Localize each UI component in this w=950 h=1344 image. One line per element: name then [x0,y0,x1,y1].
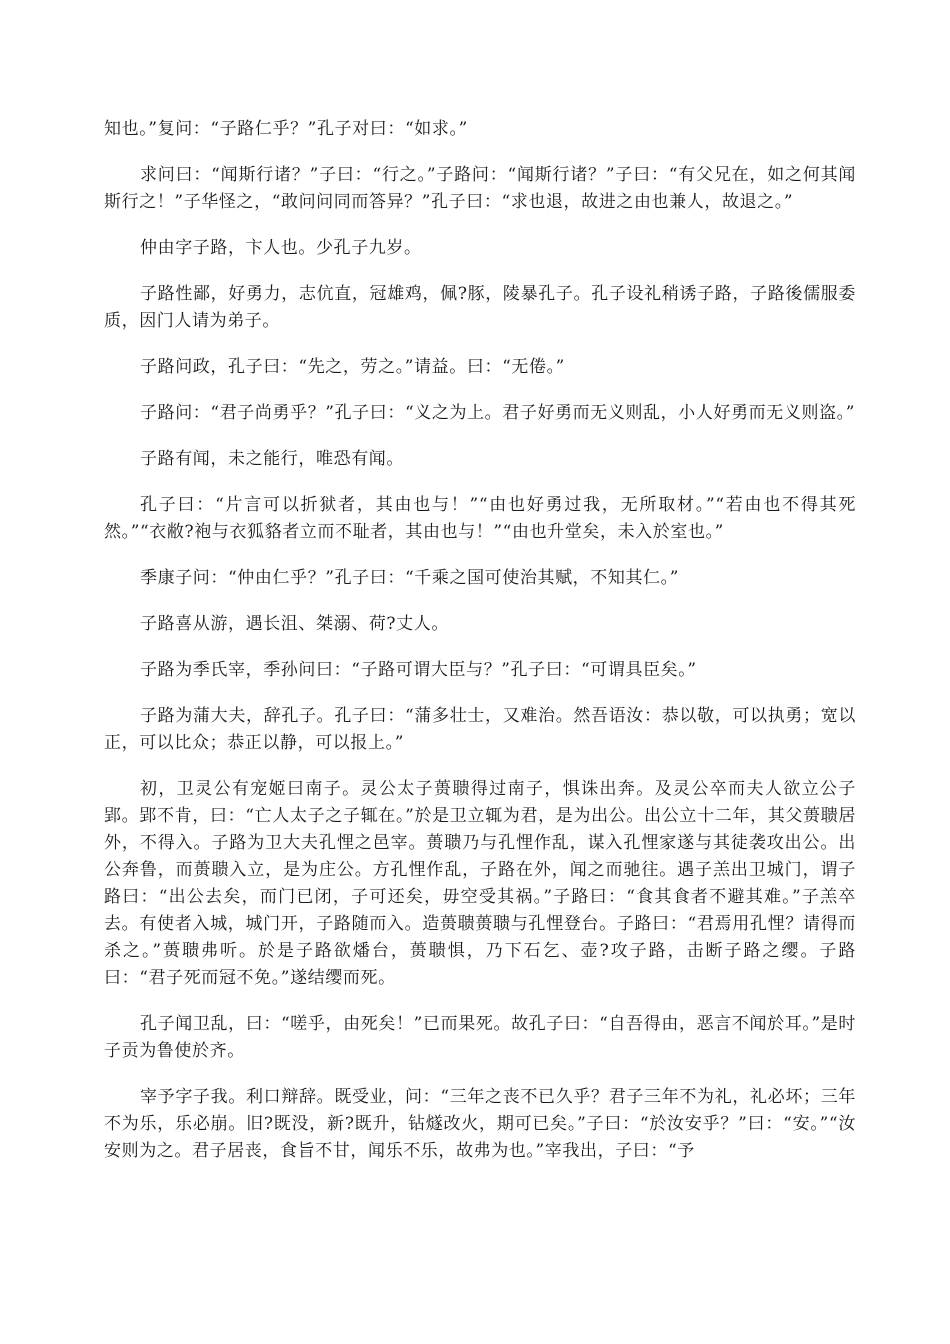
paragraph: 孔子曰：“片言可以折狱者，其由也与！”“由也好勇过我，无所取材。”“若由也不得其死然。”“衣敝?袍与衣狐貉者立而不耻者，其由也与！”“由也升堂矣，未入於室也。” [104,495,856,542]
document-page [104,116,856,1184]
paragraph: 子路问政，孔子曰：“先之，劳之。”请益。曰：“无倦。” [140,357,565,377]
paragraph: 仲由字子路，卞人也。少孔子九岁。 [140,238,422,258]
paragraph: 求问曰：“闻斯行诸？”子曰：“行之。”子路问：“闻斯行诸？”子曰：“有父兄在，如之何其闻斯行之！”子华怪之，“敢问问同而答异？”孔子曰：“求也退，故进之由也兼人，故退之。” [104,165,856,212]
paragraph: 季康子问：“仲由仁乎？”孔子曰：“千乘之国可使治其赋，不知其仁。” [140,568,680,588]
paragraph: 子路问：“君子尚勇乎？”孔子曰：“义之为上。君子好勇而无义则乱，小人好勇而无义则盗。” [140,403,856,423]
paragraph: 子路喜从游，遇长沮、桀溺、荷?丈人。 [140,614,449,634]
paragraph: 孔子闻卫乱，曰：“嗟乎，由死矣！”已而果死。故孔子曰：“自吾得由，恶言不闻於耳。”是时子贡为鲁使於齐。 [104,1014,856,1061]
paragraph: 子路为蒲大夫，辞孔子。孔子曰：“蒲多壮士，又难治。然吾语汝：恭以敬，可以执勇；宽以正，可以比众；恭正以静，可以报上。” [104,706,856,753]
paragraph: 宰予字子我。利口辩辞。既受业，问：“三年之丧不已久乎？君子三年不为礼，礼必坏；三年不为乐，乐必崩。旧?既没，新?既升，钻燧改火，期可已矣。”子曰：“於汝安乎？”曰：“安。”“汝安则为之。君子居丧，食旨不甘，闻乐不乐，故弗为也。”宰我出，子曰：“予 [104,1087,856,1161]
paragraph: 子路有闻，未之能行，唯恐有闻。 [140,449,404,469]
paragraph: 初，卫灵公有宠姬曰南子。灵公太子蒉聩得过南子，惧诛出奔。及灵公卒而夫人欲立公子郢。郢不肯，曰：“亡人太子之子辄在。”於是卫立辄为君，是为出公。出公立十二年，其父蒉聩居外，不得入。子路为卫大夫孔悝之邑宰。蒉聩乃与孔悝作乱，谋入孔悝家遂与其徒袭攻出公。出公奔鲁，而蒉聩入立，是为庄公。方孔悝作乱，子路在外，闻之而驰往。遇子羔出卫城门，谓子路曰：“出公去矣，而门已闭，子可还矣，毋空受其祸。”子路曰：“食其食者不避其难。”子羔卒去。有使者入城，城门开，子路随而入。造蒉聩蒉聩与孔悝登台。子路曰：“君焉用孔悝？请得而杀之。”蒉聩弗听。於是子路欲燔台，蒉聩惧，乃下石乞、壶?攻子路，击断子路之缨。子路曰：“君子死而冠不免。”遂结缨而死。 [104,779,856,988]
paragraph: 子路为季氏宰，季孙问曰：“子路可谓大臣与？”孔子曰：“可谓具臣矣。” [140,660,697,680]
paragraph-continued: 知也。”复问：“子路仁乎？”孔子对曰：“如求。” [104,119,468,139]
paragraph: 子路性鄙，好勇力，志伉直，冠雄鸡，佩?豚，陵暴孔子。孔子设礼稍诱子路，子路後儒服委质，因门人请为弟子。 [104,284,856,331]
